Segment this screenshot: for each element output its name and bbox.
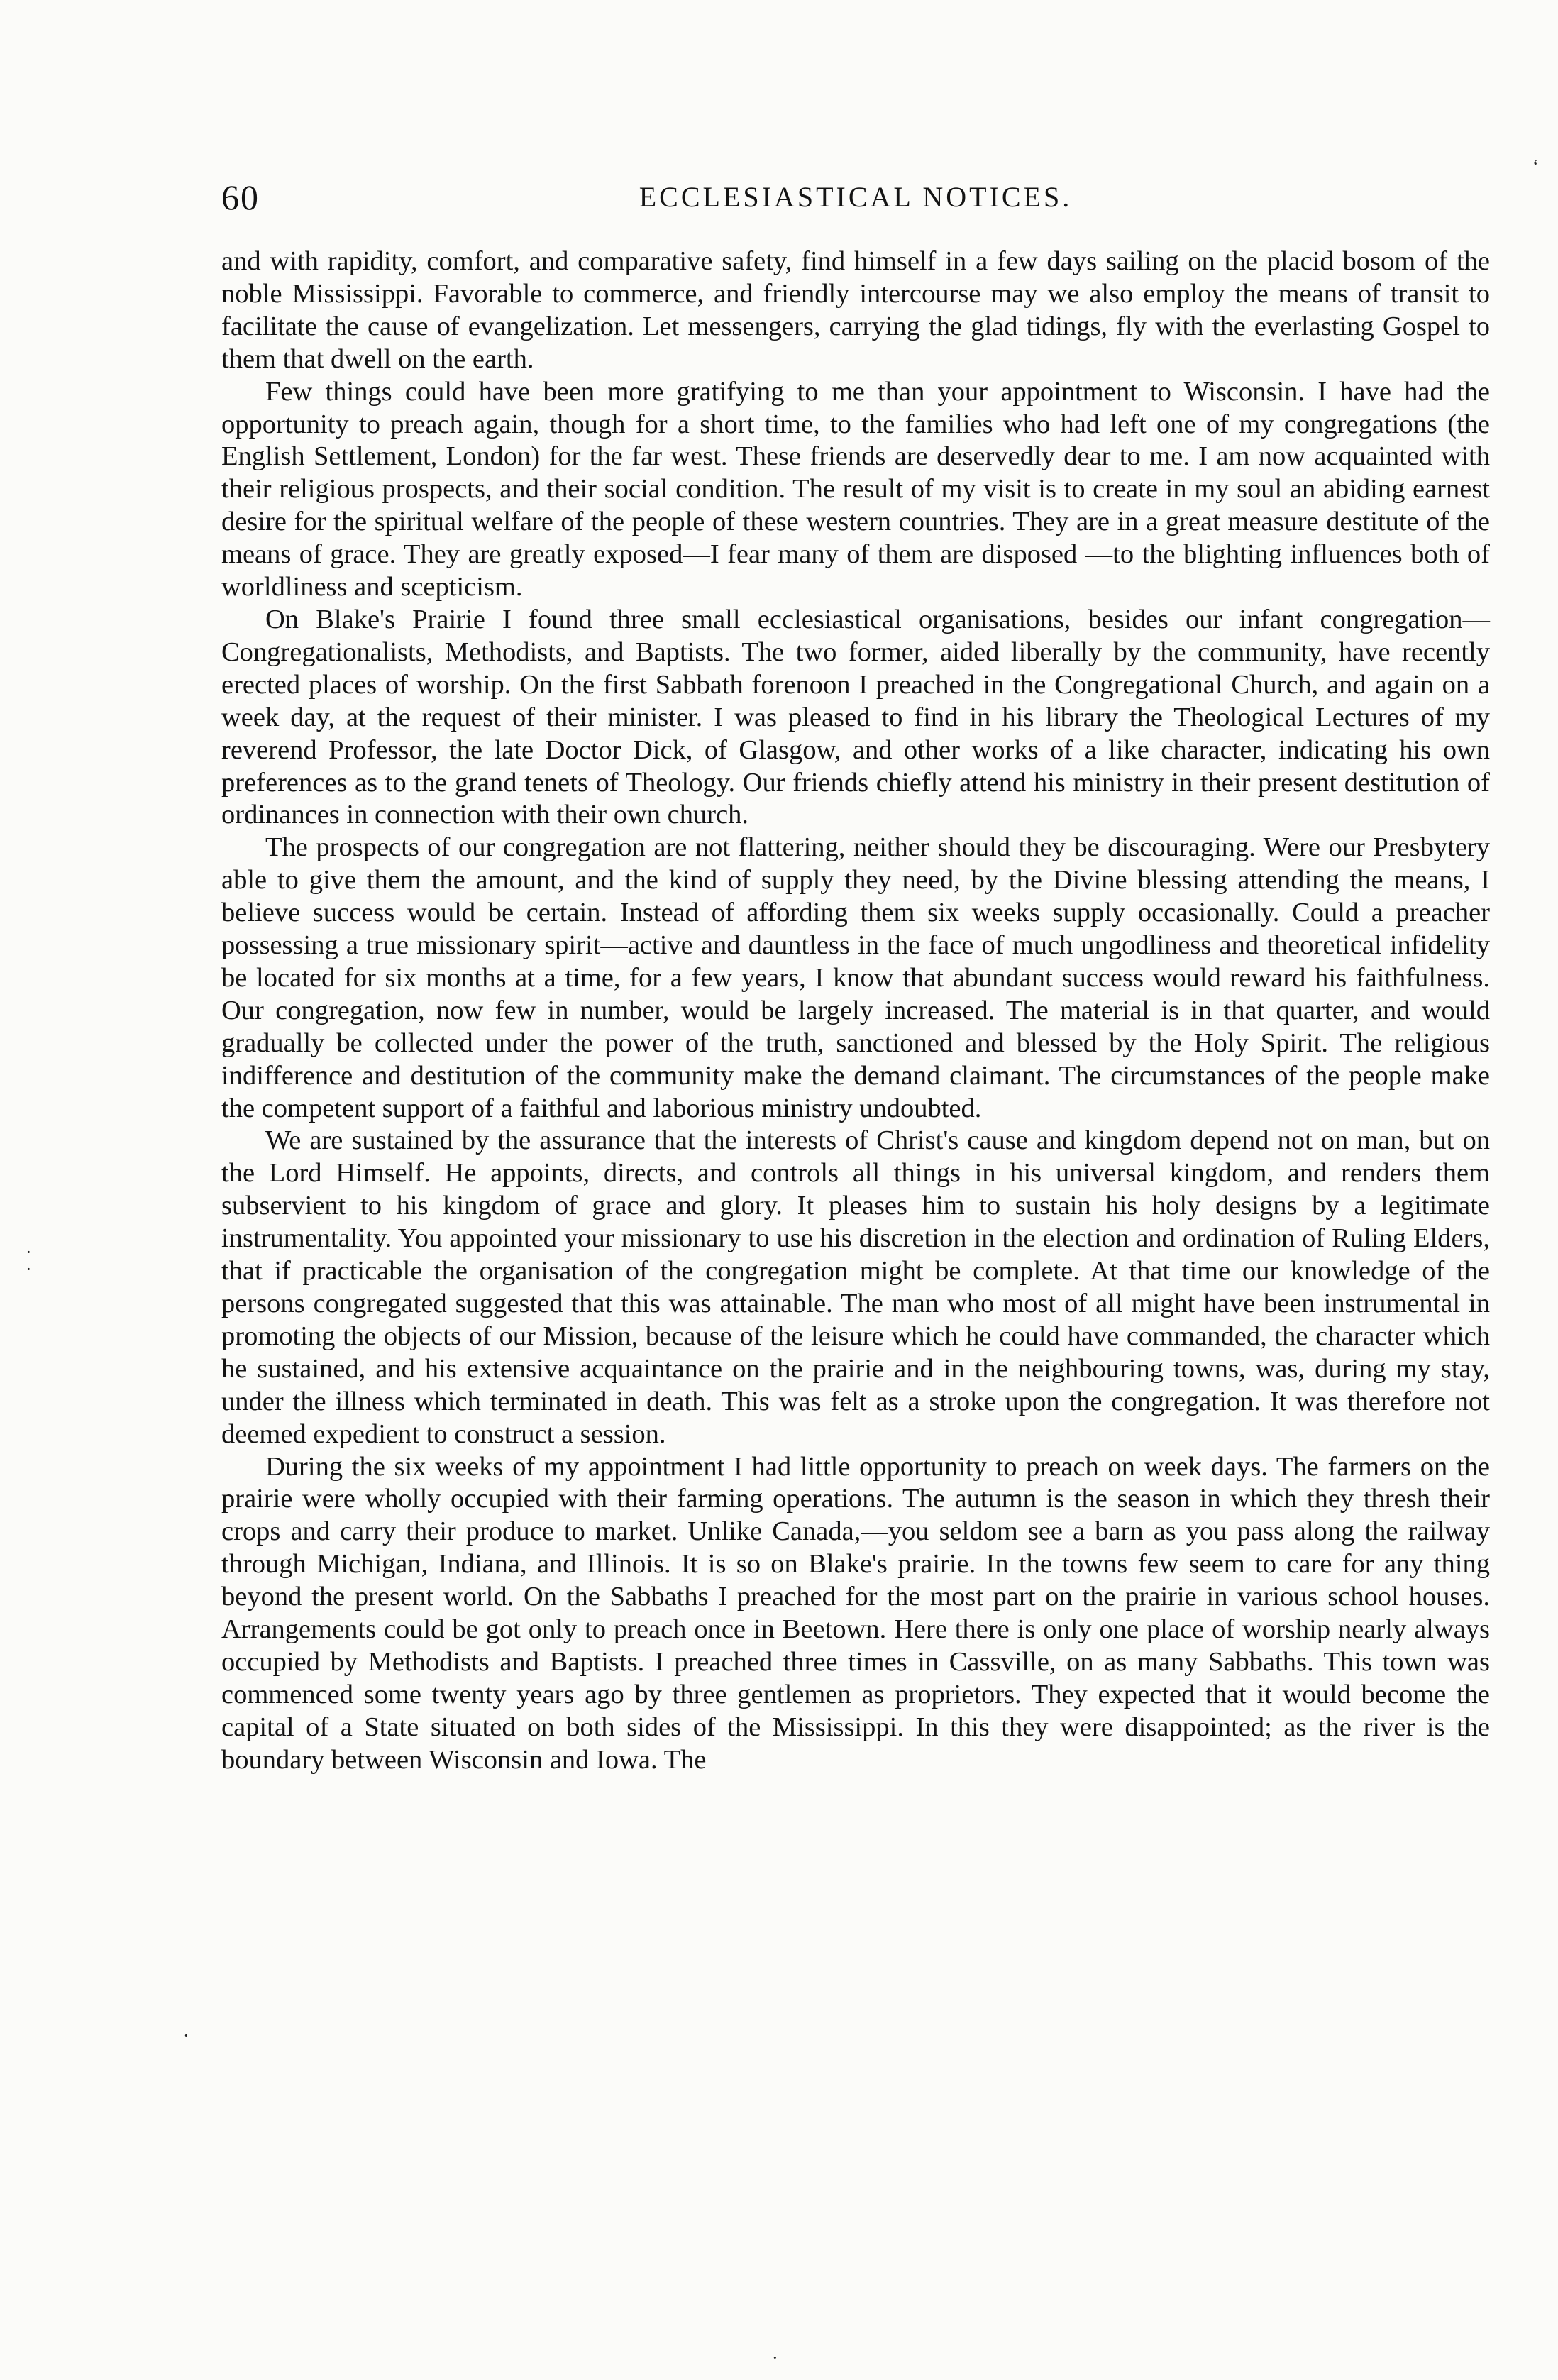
paragraph-prospects: The prospects of our congregation are not flattering, neither should they be discouraging. Were our Presbytery able to give them the amount, and the kind of supply they need, by the Divine blessing attending the means, I believe success would be certain. Instead of affording them six weeks supply occasionally. Could a preacher possessing a true missionary spirit—active and dauntless in the face of much ungodliness and theoretical infidelity be located for six months at a time, for a few years, I know that abundant success would reward his faithfulness. Our congregation, now few in number, would be largely increased. The material is in that quarter, and would gradually be collected under the power of the truth, sanctioned and blessed by the Holy Spirit. The religious indifference and destitution of the community make the demand claimant. The circumstances of the people make the competent support of a faithful and laborious ministry undoubted. <box>221 832 1490 1123</box>
margin-dot-bottom: · <box>772 2347 778 2368</box>
paragraph-wisconsin-appointment: Few things could have been more gratifying to me than your appointment to Wisconsin. I have had the opportunity to preach again, though for a short time, to the families who had left one of my congregations (the English Settlement, London) for the far west. These friends are deservedly dear to me. I am now acquainted with their religious prospects, and their social condition. The result of my visit is to create in my soul an abiding earnest desire for the spiritual welfare of the people of these western countries. They are in a great measure destitute of the means of grace. They are greatly exposed—I fear many of them are disposed —to the blighting influences both of worldliness and scepticism. <box>221 376 1490 602</box>
margin-dot-top: ‘ <box>1532 156 1539 177</box>
body-text <box>221 246 1490 1777</box>
margin-dot-left-2: · <box>26 1259 32 1279</box>
paragraph-six-weeks: During the six weeks of my appointment I had little opportunity to preach on week days. The farmers on the prairie were wholly occupied with their farming operations. The autumn is the season in which they thresh their crops and carry their produce to market. Unlike Canada,—you seldom see a barn as you pass along the railway through Michigan, Indiana, and Illinois. It is so on Blake's prairie. In the towns few seem to care for any thing beyond the present world. On the Sabbaths I preached for the most part on the prairie in various school houses. Arrangements could be got only to preach once in Beetown. Here there is only one place of worship nearly always occupied by Methodists and Baptists. I preached three times in Cassville, on as many Sabbaths. This town was commenced some twenty years ago by three gentlemen as proprietors. They expected that it would become the capital of a State situated on both sides of the Mississippi. In this they were disappointed; as the river is the boundary between Wisconsin and Iowa. The <box>221 1451 1490 1775</box>
paragraph-blakes-prairie: On Blake's Prairie I found three small ecclesiastical organisations, besides our infant congregation—Congregationalists, Methodists, and Baptists. The two former, aided liberally by the community, have recently erected places of worship. On the first Sabbath forenoon I preached in the Congregational Church, and again on a week day, at the request of their minister. I was pleased to find in his library the Theological Lectures of my reverend Professor, the late Doctor Dick, of Glasgow, and other works of a like character, indicating his own preferences as to the grand tenets of Theology. Our friends chiefly attend his ministry in their present destitution of ordinances in connection with their own church. <box>221 604 1490 830</box>
page-number: 60 <box>221 177 260 217</box>
running-head <box>221 175 1490 220</box>
margin-dot-left-1: · <box>26 1242 32 1262</box>
paragraph-assurance: We are sustained by the assurance that the interests of Christ's cause and kingdom depend not on man, but on the Lord Himself. He appoints, directs, and controls all things in his universal kingdom, and renders them subservient to his kingdom of grace and glory. It pleases him to sustain his holy designs by a legitimate instrumentality. You appointed your missionary to use his discretion in the election and ordination of Ruling Elders, that if practicable the organisation of the congregation might be complete. At that time our knowledge of the persons congregated suggested that this was attainable. The man who most of all might have been instrumental in promoting the objects of our Mission, because of the leisure which he could have commanded, the character which he sustained, and his extensive acquaintance on the prairie and in the neighbouring towns, was, during my stay, under the illness which terminated in death. This was felt as a stroke upon the congregation. It was therefore not deemed expedient to construct a session. <box>221 1125 1490 1449</box>
running-title: ECCLESIASTICAL NOTICES. <box>639 181 1073 213</box>
paragraph-continuation: and with rapidity, comfort, and comparative safety, find himself in a few days sailing on the placid bosom of the noble Mississippi. Favorable to commerce, and friendly intercourse may we also employ the means of transit to facilitate the cause of evangelization. Let messengers, carrying the glad tidings, fly with the everlasting Gospel to them that dwell on the earth. <box>221 246 1490 374</box>
margin-dot-left-3: · <box>183 2025 189 2046</box>
